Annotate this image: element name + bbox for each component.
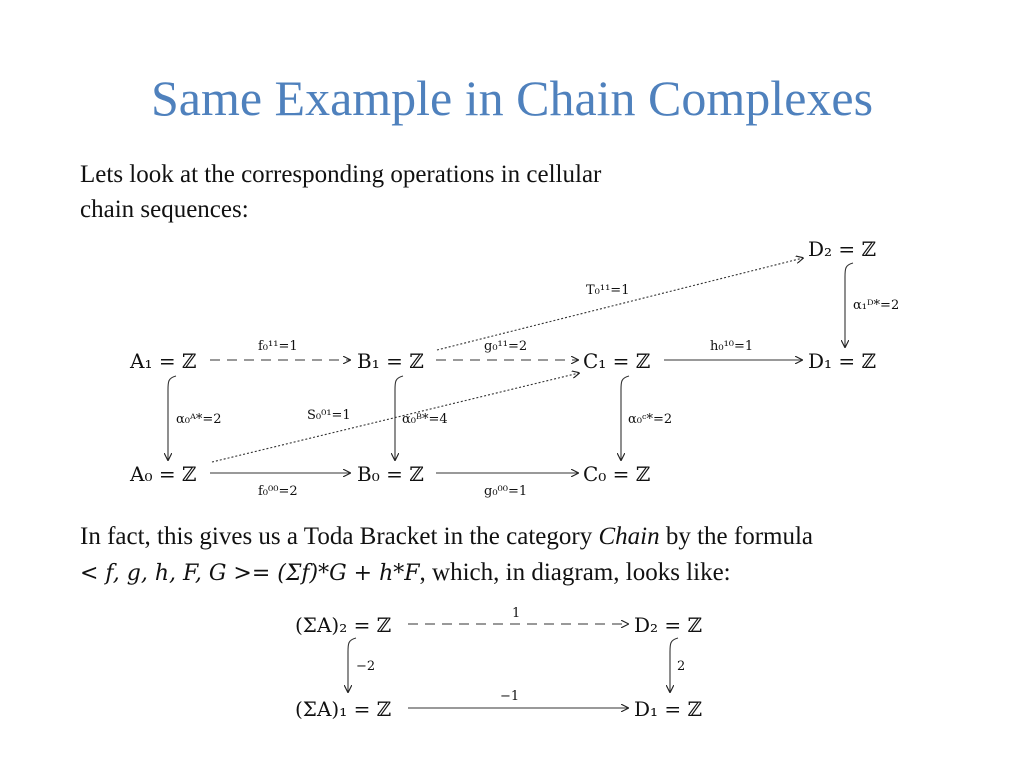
node-B1: B₁ = ℤ — [357, 349, 424, 373]
label-bottom: −1 — [500, 689, 520, 704]
node-D2: D₂ = ℤ — [808, 237, 877, 261]
label-g00: g₀⁰⁰=1 — [484, 484, 528, 499]
label-h10: h₀¹⁰=1 — [710, 339, 754, 354]
node-SA1: (ΣA)₁ = ℤ — [295, 697, 392, 721]
label-top: 1 — [512, 606, 521, 621]
fact-text-before: In fact, this gives us a Toda Bracket in the category — [80, 523, 599, 550]
node-C0: C₀ = ℤ — [583, 462, 651, 486]
label-alphaA: α₀ᴬ*=2 — [176, 412, 222, 427]
formula: < f, g, h, F, G >= (Σf)*G + h*F — [80, 561, 420, 586]
label-S: S₀⁰¹=1 — [307, 408, 351, 423]
intro-line-1: Lets look at the corresponding operations in cellular — [80, 161, 602, 188]
arrow-T — [437, 258, 803, 350]
label-alphaB: α₀ᴮ*=4 — [402, 412, 448, 427]
label-f00: f₀⁰⁰=2 — [258, 484, 298, 499]
node-D2b: D₂ = ℤ — [634, 613, 703, 637]
node-C1: C₁ = ℤ — [583, 349, 651, 373]
node-B0: B₀ = ℤ — [357, 462, 424, 486]
node-D1: D₁ = ℤ — [808, 349, 877, 373]
arrow-alphaD — [845, 263, 853, 347]
label-alphaD: α₁ᴰ*=2 — [853, 298, 900, 313]
intro-line-2: chain sequences: — [80, 196, 249, 223]
fact-text-after: by the formula — [659, 523, 814, 550]
arrow-left — [348, 638, 356, 692]
arrow-alphaA — [168, 376, 176, 460]
formula-tail: , which, in diagram, looks like: — [419, 559, 731, 586]
node-A0: A₀ = ℤ — [130, 462, 197, 486]
node-A1: A₁ = ℤ — [130, 349, 197, 373]
label-left: −2 — [356, 659, 376, 674]
slide-title: Same Example in Chain Complexes — [150, 70, 874, 126]
label-g11: g₀¹¹=2 — [484, 339, 528, 354]
label-f11: f₀¹¹=1 — [258, 339, 298, 354]
node-D1b: D₁ = ℤ — [634, 697, 703, 721]
label-alphaC: α₀ᶜ*=2 — [628, 412, 673, 427]
fact-category: Chain — [598, 523, 660, 550]
label-T: T₀¹¹=1 — [586, 283, 630, 298]
label-right: 2 — [677, 659, 686, 674]
node-SA2: (ΣA)₂ = ℤ — [295, 613, 392, 637]
